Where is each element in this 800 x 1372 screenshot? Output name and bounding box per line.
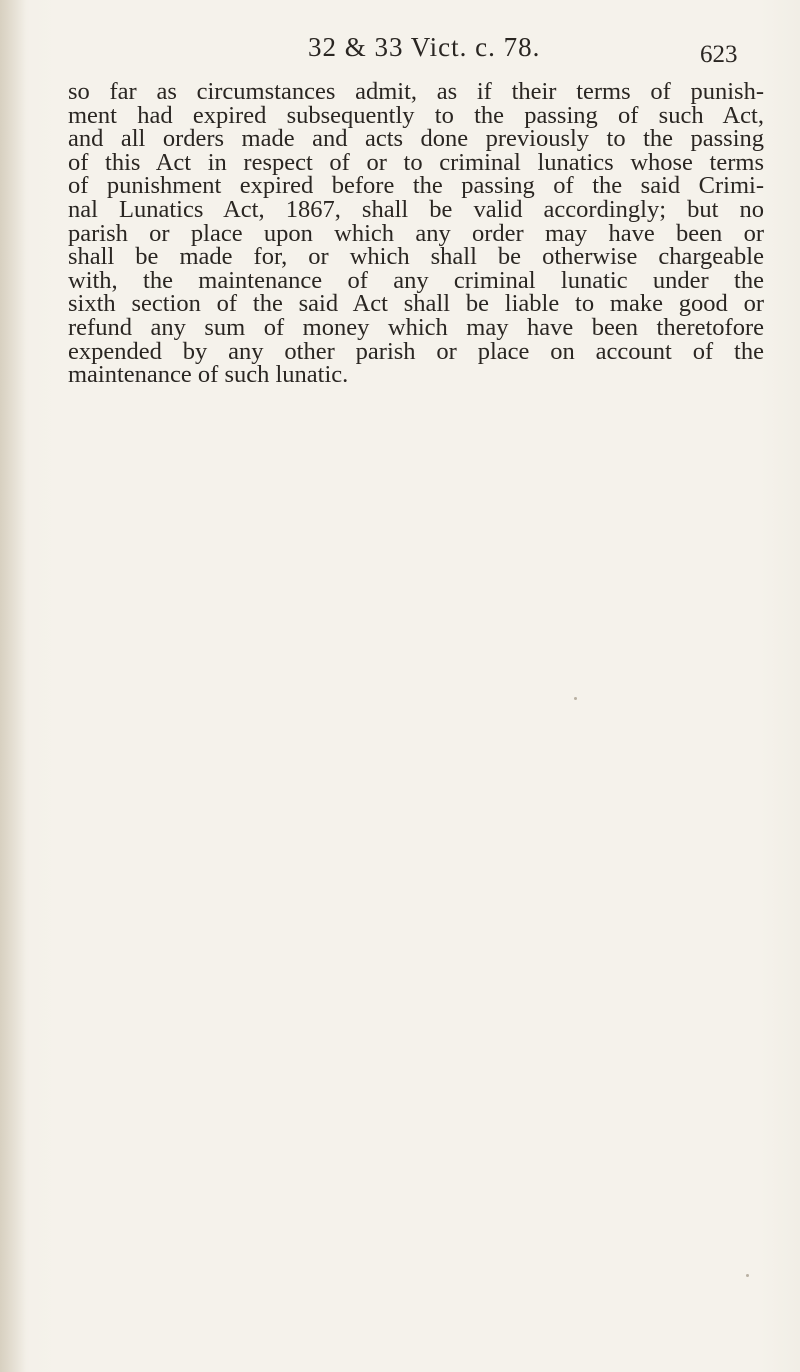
- text-line: sixth section of the said Act shall be liable to make good or: [68, 290, 764, 318]
- text-line: so far as circumstances admit, as if their terms of punish-: [68, 78, 764, 105]
- text-line: nal Lunatics Act, 1867, shall be valid accordingly; but no: [68, 195, 764, 223]
- text-line: shall be made for, or which shall be otherwise chargeable: [68, 243, 764, 271]
- text-line: of this Act in respect of or to criminal lunatics whose terms: [68, 148, 764, 176]
- running-head: [0, 32, 800, 72]
- page-edge-shadow: [0, 0, 26, 1372]
- text-line: maintenance of such lunatic.: [68, 361, 349, 389]
- text-line: and all orders made and acts done previously to the passing: [68, 125, 764, 153]
- page-number: 623: [700, 41, 738, 68]
- text-line: with, the maintenance of any criminal lunatic under the: [68, 266, 764, 294]
- text-line: refund any sum of money which may have been theretofore: [68, 313, 764, 341]
- text-line: expended by any other parish or place on account of the: [68, 337, 764, 365]
- paper-speck: [574, 697, 577, 700]
- paper-speck: [746, 1274, 749, 1277]
- body-paragraph: [68, 80, 764, 387]
- text-line: ment had expired subsequently to the passing of such Act,: [68, 101, 764, 129]
- text-line: parish or place upon which any order may have been or: [68, 219, 764, 247]
- text-line: of punishment expired before the passing of the said Crimi-: [68, 172, 764, 200]
- running-head-title: 32 & 33 Vict. c. 78.: [308, 32, 541, 62]
